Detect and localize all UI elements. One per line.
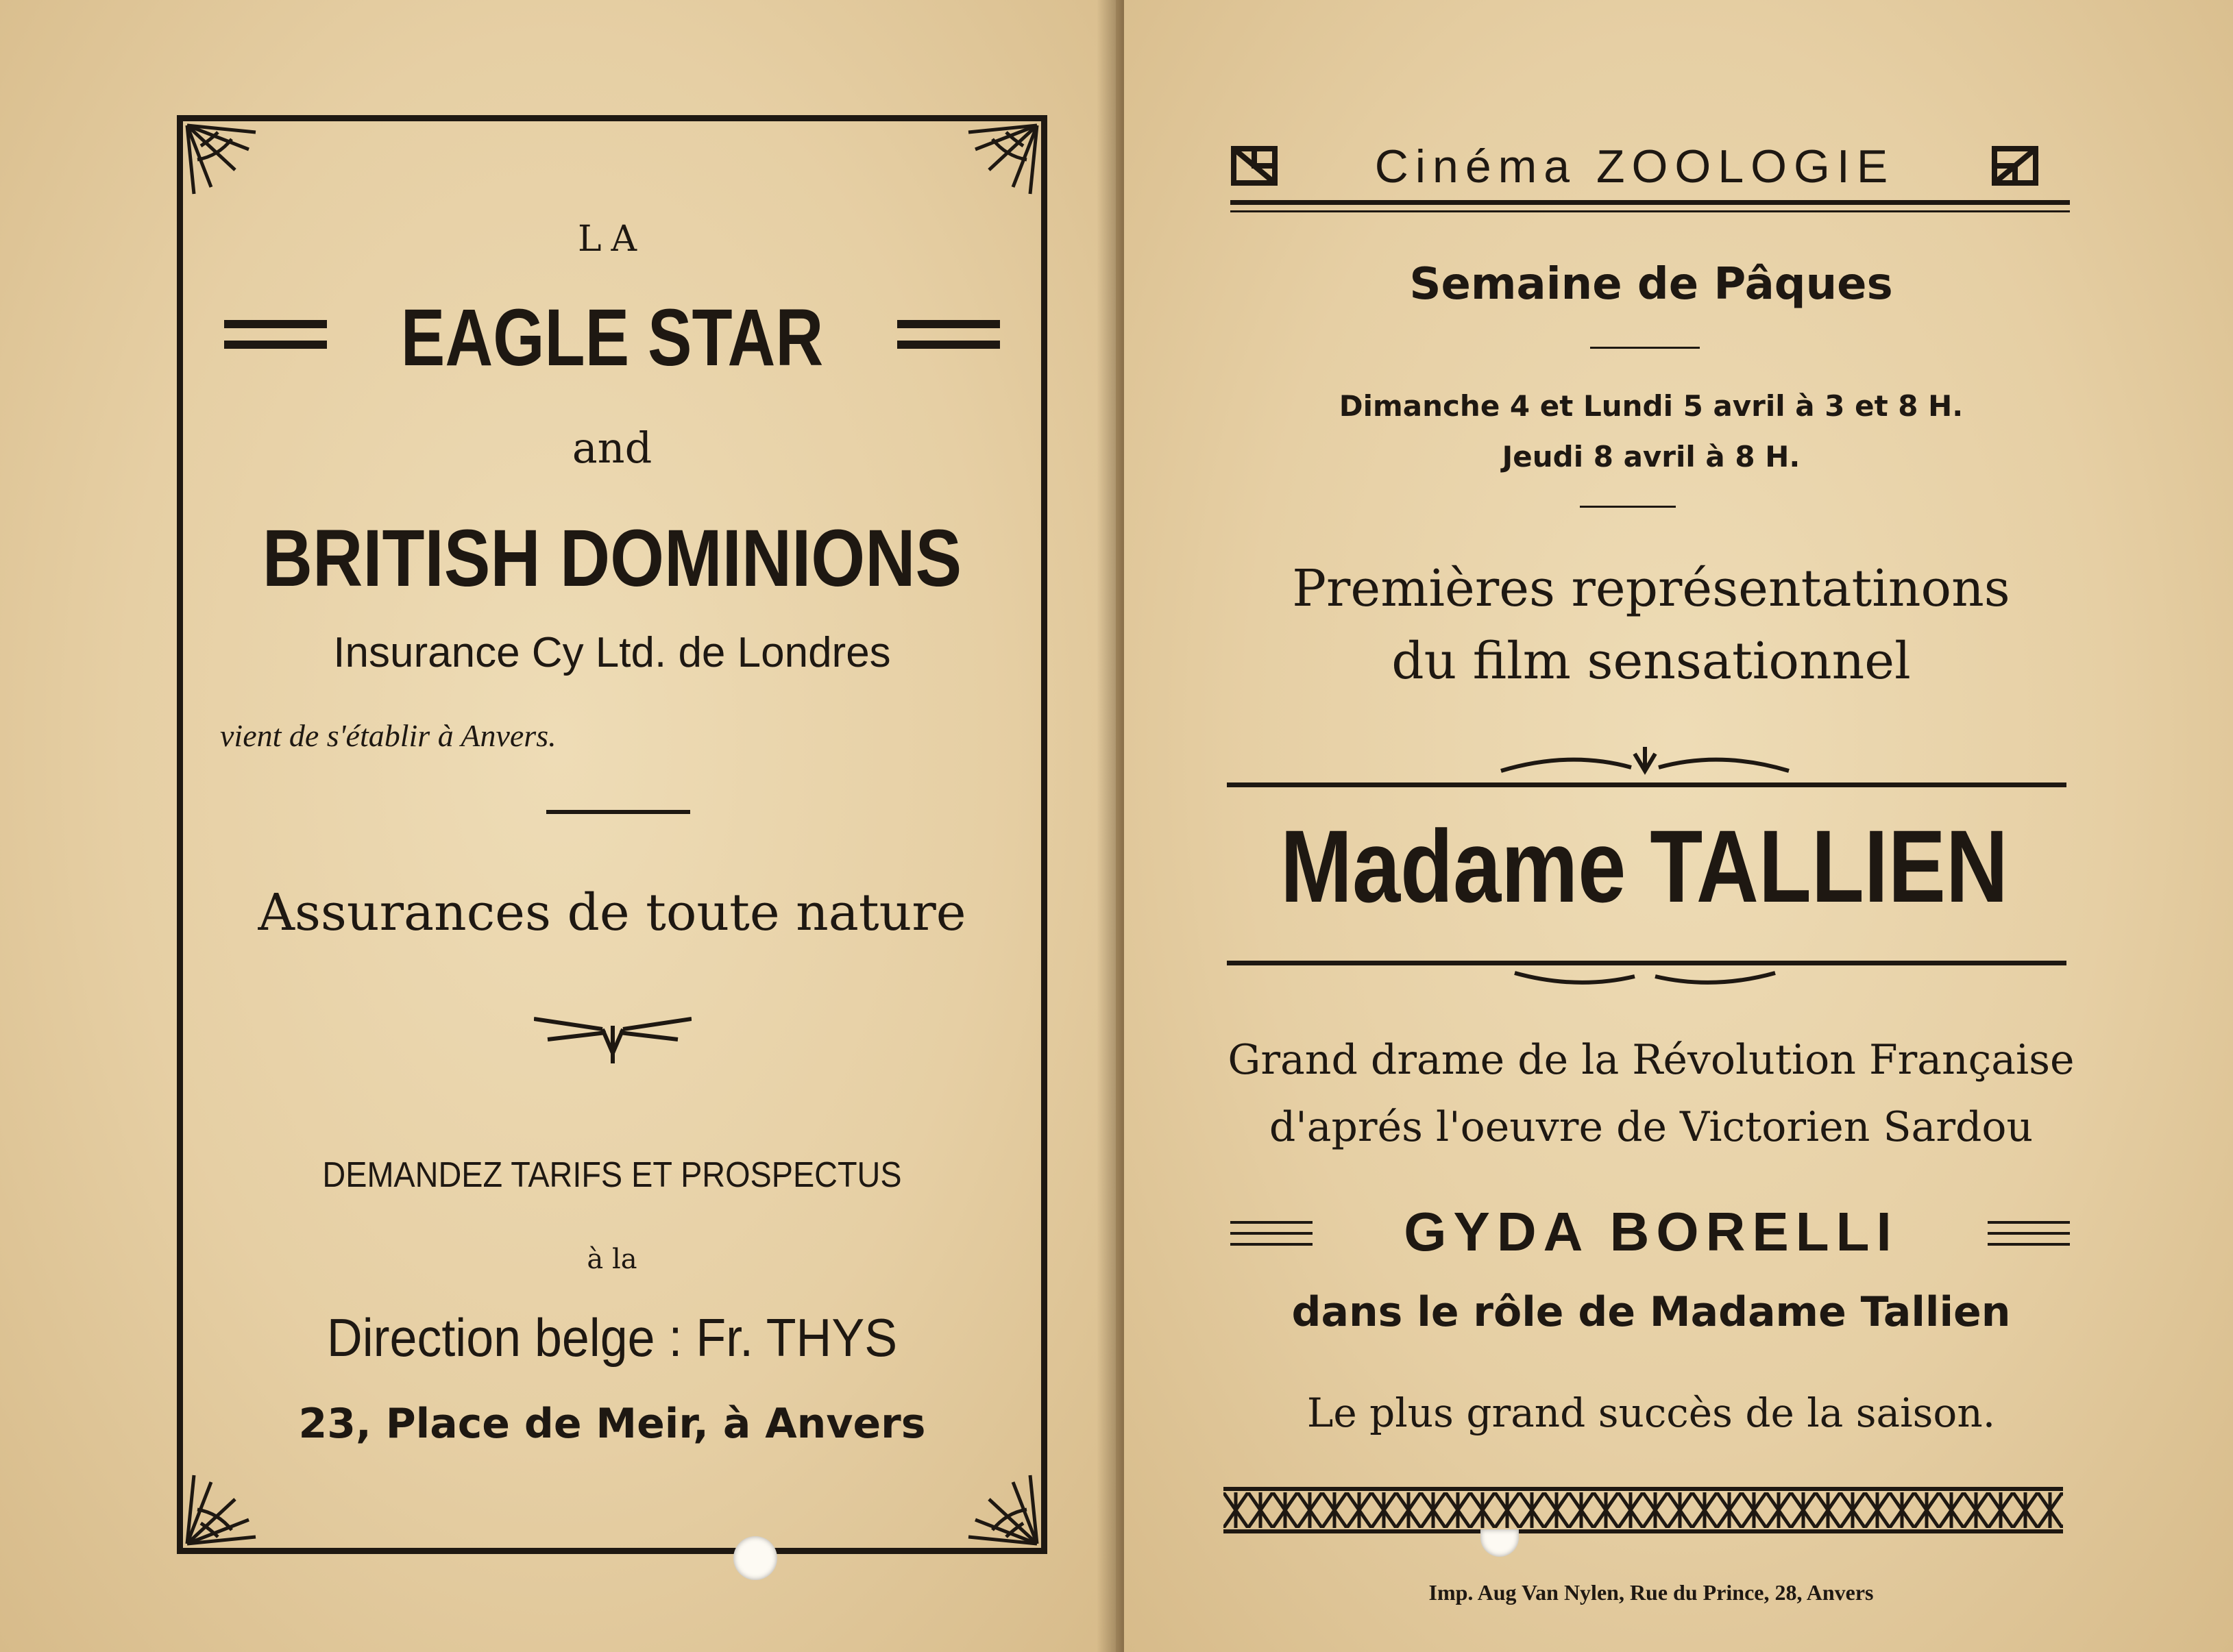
dates-line-1: Dimanche 4 et Lundi 5 avril à 3 et 8 H.	[1339, 389, 1964, 423]
film-title: Madame TALLIEN	[1280, 809, 2008, 924]
triple-rule-right	[1988, 1232, 2070, 1235]
cinema-title: Cinéma ZOOLOGIE	[1374, 140, 1895, 193]
divider	[1580, 506, 1676, 508]
demandez-line: DEMANDEZ TARIFS ET PROSPECTUS	[322, 1155, 902, 1195]
decorative-border-icon	[1223, 1492, 2063, 1528]
printer-imprint: Imp. Aug Van Nylen, Rue du Prince, 28, Anvers	[1428, 1580, 1874, 1605]
corner-fan-ornament-icon	[180, 1468, 263, 1551]
address-line: 23, Place de Meir, à Anvers	[298, 1400, 926, 1448]
header-rule	[1230, 200, 2070, 205]
title-rule-bottom	[1227, 961, 2066, 965]
eagle-star-heading: EAGLE STAR	[400, 293, 824, 383]
a-la-text: à la	[587, 1244, 637, 1275]
double-rule-right	[897, 320, 1000, 328]
insurance-line: Insurance Cy Ltd. de Londres	[333, 629, 891, 676]
border-rule-top	[1223, 1487, 2063, 1491]
role-line: dans le rôle de Madame Tallien	[1291, 1288, 2011, 1336]
premieres-line-1: Premières représentatinons	[1292, 559, 2010, 618]
fan-ornament-icon	[534, 1012, 692, 1067]
header-rule	[1230, 210, 2070, 212]
title-rule-top	[1227, 782, 2066, 787]
premieres-line-2: du film sensationnel	[1391, 632, 1911, 691]
title-ornament-top-icon	[1494, 743, 1796, 778]
punch-hole	[1480, 1529, 1519, 1557]
actress-name: GYDA BORELLI	[1404, 1201, 1899, 1262]
punch-hole	[733, 1536, 777, 1580]
right-page	[1124, 0, 2233, 1652]
succes-line: Le plus grand succès de la saison.	[1306, 1390, 1996, 1436]
triple-rule-right	[1988, 1221, 2070, 1224]
divider	[1590, 347, 1700, 349]
dates-line-2: Jeudi 8 avril à 8 H.	[1502, 440, 1801, 473]
header-ornament-icon	[1991, 145, 2039, 186]
direction-line: Direction belge : Fr. THYS	[326, 1307, 898, 1368]
title-ornament-bottom-icon	[1508, 966, 1782, 994]
assurances-line: Assurances de toute nature	[258, 883, 966, 942]
divider	[546, 810, 690, 814]
apres-line: d'aprés l'oeuvre de Victorien Sardou	[1269, 1103, 2034, 1151]
border-rule-bottom	[1223, 1529, 2063, 1533]
corner-fan-ornament-icon	[180, 119, 263, 201]
la-heading: LA	[577, 219, 647, 260]
corner-fan-ornament-icon	[962, 119, 1044, 201]
grand-drame-line: Grand drame de la Révolution Française	[1228, 1036, 2075, 1084]
double-rule-right	[897, 341, 1000, 349]
semaine-heading: Semaine de Pâques	[1409, 259, 1893, 310]
british-dominions-heading: BRITISH DOMINIONS	[262, 513, 962, 604]
left-page	[0, 0, 1116, 1652]
vient-line: vient de s'établir à Anvers.	[220, 718, 557, 753]
advertisement-frame	[177, 115, 1047, 1554]
corner-fan-ornament-icon	[962, 1468, 1044, 1551]
triple-rule-right	[1988, 1243, 2070, 1246]
and-text: and	[572, 423, 652, 473]
